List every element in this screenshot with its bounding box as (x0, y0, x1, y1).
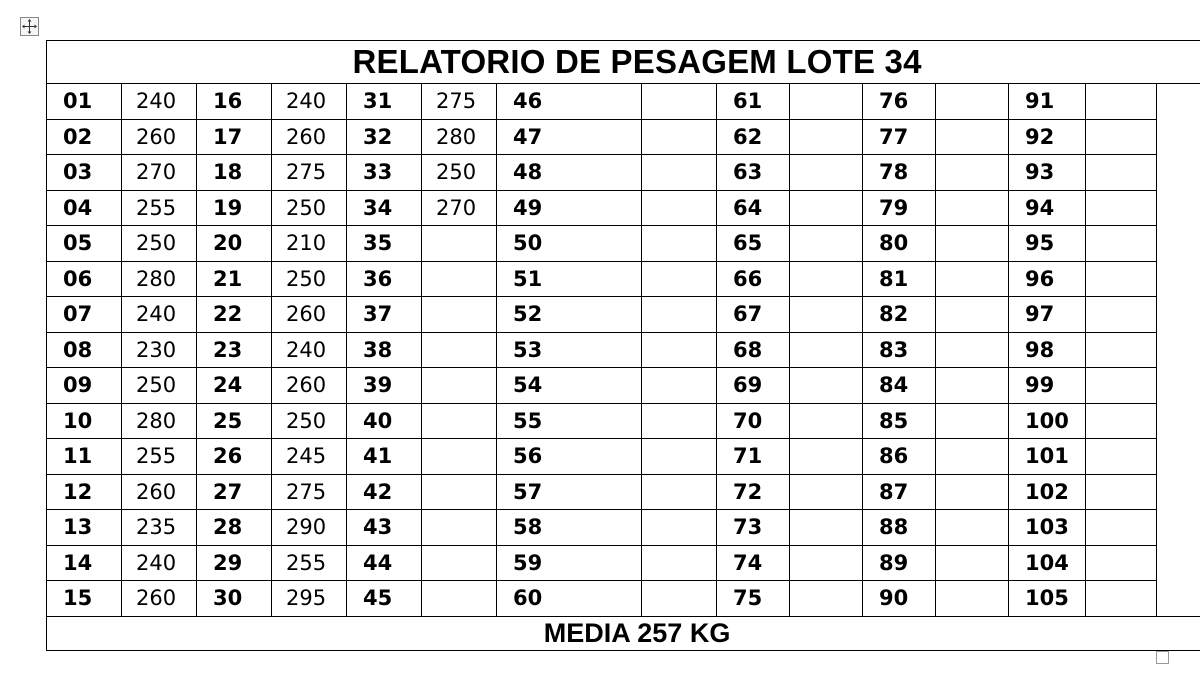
weight-cell[interactable] (642, 510, 717, 546)
weight-cell[interactable] (642, 403, 717, 439)
table-row (47, 439, 1200, 475)
lot-number-cell[interactable]: 64 (717, 190, 790, 226)
lot-number-cell[interactable]: 16 (197, 84, 272, 120)
table-row (47, 119, 1200, 155)
lot-number-cell[interactable]: 70 (717, 403, 790, 439)
weight-cell[interactable]: 250 (122, 368, 197, 404)
lot-number-cell[interactable]: 14 (47, 545, 122, 581)
weight-cell[interactable]: 275 (422, 84, 497, 120)
weight-cell[interactable] (642, 474, 717, 510)
weight-cell[interactable]: 260 (272, 368, 347, 404)
title-row (47, 41, 1200, 84)
lot-number-cell[interactable]: 24 (197, 368, 272, 404)
weight-cell[interactable]: 260 (122, 119, 197, 155)
weight-cell[interactable] (1086, 510, 1157, 546)
weight-cell[interactable] (790, 297, 863, 333)
weight-cell[interactable]: 260 (122, 474, 197, 510)
lot-number-cell[interactable]: 65 (717, 226, 790, 262)
lot-number-cell[interactable]: 100 (1009, 403, 1086, 439)
weight-cell[interactable] (1086, 332, 1157, 368)
lot-number-cell[interactable]: 98 (1009, 332, 1086, 368)
weight-cell[interactable]: 235 (122, 510, 197, 546)
lot-number-cell[interactable]: 05 (47, 226, 122, 262)
lot-number-cell[interactable]: 51 (497, 261, 642, 297)
lot-number-cell[interactable]: 101 (1009, 439, 1086, 475)
lot-number-cell[interactable]: 29 (197, 545, 272, 581)
weight-cell[interactable]: 250 (272, 261, 347, 297)
lot-number-cell[interactable]: 08 (47, 332, 122, 368)
weight-cell[interactable] (642, 581, 717, 617)
weight-cell[interactable]: 290 (272, 510, 347, 546)
weight-cell[interactable]: 280 (122, 261, 197, 297)
weight-cell[interactable]: 240 (122, 297, 197, 333)
weight-cell[interactable] (1086, 403, 1157, 439)
weight-cell[interactable] (1086, 581, 1157, 617)
lot-number-cell[interactable]: 18 (197, 155, 272, 191)
weight-cell[interactable] (936, 119, 1009, 155)
lot-number-cell[interactable]: 82 (863, 297, 936, 333)
weight-cell[interactable] (936, 403, 1009, 439)
lot-number-cell[interactable]: 72 (717, 474, 790, 510)
lot-number-cell[interactable]: 48 (497, 155, 642, 191)
weight-cell[interactable] (936, 297, 1009, 333)
weight-cell[interactable] (422, 368, 497, 404)
weight-cell[interactable]: 280 (422, 119, 497, 155)
weight-cell[interactable] (790, 190, 863, 226)
lot-number-cell[interactable]: 89 (863, 545, 936, 581)
lot-number-cell[interactable]: 93 (1009, 155, 1086, 191)
lot-number-cell[interactable]: 105 (1009, 581, 1086, 617)
weight-cell[interactable]: 245 (272, 439, 347, 475)
lot-number-cell[interactable]: 26 (197, 439, 272, 475)
lot-number-cell[interactable]: 27 (197, 474, 272, 510)
lot-number-cell[interactable]: 17 (197, 119, 272, 155)
weight-cell[interactable]: 250 (272, 190, 347, 226)
lot-number-cell[interactable]: 81 (863, 261, 936, 297)
lot-number-cell[interactable]: 59 (497, 545, 642, 581)
lot-number-cell[interactable]: 91 (1009, 84, 1086, 120)
lot-number-cell[interactable]: 66 (717, 261, 790, 297)
lot-number-cell[interactable]: 22 (197, 297, 272, 333)
weight-cell[interactable]: 210 (272, 226, 347, 262)
lot-number-cell[interactable]: 44 (347, 545, 422, 581)
average-weight-cell[interactable]: MEDIA 257 KG (47, 616, 1200, 650)
lot-number-cell[interactable]: 73 (717, 510, 790, 546)
lot-number-cell[interactable]: 32 (347, 119, 422, 155)
table-row (47, 403, 1200, 439)
table-row (47, 84, 1200, 120)
lot-number-cell[interactable]: 103 (1009, 510, 1086, 546)
lot-number-cell[interactable]: 69 (717, 368, 790, 404)
lot-number-cell[interactable]: 71 (717, 439, 790, 475)
weight-cell[interactable] (1086, 190, 1157, 226)
lot-number-cell[interactable]: 76 (863, 84, 936, 120)
lot-number-cell[interactable]: 90 (863, 581, 936, 617)
table-row (47, 545, 1200, 581)
weight-cell[interactable]: 270 (122, 155, 197, 191)
weight-cell[interactable]: 280 (122, 403, 197, 439)
weighing-report-table (46, 40, 1200, 651)
lot-number-cell[interactable]: 31 (347, 84, 422, 120)
weight-cell[interactable]: 260 (122, 581, 197, 617)
lot-number-cell[interactable]: 52 (497, 297, 642, 333)
weight-cell[interactable] (422, 510, 497, 546)
lot-number-cell[interactable]: 88 (863, 510, 936, 546)
lot-number-cell[interactable]: 38 (347, 332, 422, 368)
lot-number-cell[interactable]: 30 (197, 581, 272, 617)
weight-cell[interactable] (642, 155, 717, 191)
weight-cell[interactable] (642, 119, 717, 155)
weight-cell[interactable] (790, 439, 863, 475)
weight-cell[interactable] (642, 190, 717, 226)
weight-cell[interactable] (790, 332, 863, 368)
footer-row (47, 616, 1200, 650)
lot-number-cell[interactable]: 84 (863, 368, 936, 404)
weight-cell[interactable] (1086, 545, 1157, 581)
weight-cell[interactable] (790, 581, 863, 617)
weight-cell[interactable]: 230 (122, 332, 197, 368)
weight-cell[interactable]: 255 (122, 190, 197, 226)
weight-cell[interactable]: 275 (272, 474, 347, 510)
weight-cell[interactable]: 255 (272, 545, 347, 581)
lot-number-cell[interactable]: 36 (347, 261, 422, 297)
weight-cell[interactable] (422, 226, 497, 262)
weight-cell[interactable] (1086, 84, 1157, 120)
lot-number-cell[interactable]: 55 (497, 403, 642, 439)
table-row (47, 261, 1200, 297)
weight-cell[interactable] (1086, 119, 1157, 155)
table-row (47, 581, 1200, 617)
lot-number-cell[interactable]: 74 (717, 545, 790, 581)
lot-number-cell[interactable]: 45 (347, 581, 422, 617)
weight-cell[interactable] (1086, 155, 1157, 191)
lot-number-cell[interactable]: 99 (1009, 368, 1086, 404)
weight-cell[interactable]: 240 (122, 84, 197, 120)
weight-cell[interactable] (790, 545, 863, 581)
table-row (47, 368, 1200, 404)
lot-number-cell[interactable]: 68 (717, 332, 790, 368)
weight-cell[interactable] (422, 261, 497, 297)
weight-cell[interactable] (936, 545, 1009, 581)
lot-number-cell[interactable]: 15 (47, 581, 122, 617)
lot-number-cell[interactable]: 11 (47, 439, 122, 475)
lot-number-cell[interactable]: 77 (863, 119, 936, 155)
weight-cell[interactable] (936, 155, 1009, 191)
table-row (47, 297, 1200, 333)
lot-number-cell[interactable]: 54 (497, 368, 642, 404)
weight-cell[interactable] (936, 368, 1009, 404)
weight-cell[interactable] (936, 261, 1009, 297)
weight-cell[interactable] (790, 261, 863, 297)
lot-number-cell[interactable]: 40 (347, 403, 422, 439)
weight-cell[interactable] (422, 439, 497, 475)
lot-number-cell[interactable]: 12 (47, 474, 122, 510)
lot-number-cell[interactable]: 86 (863, 439, 936, 475)
lot-number-cell[interactable]: 85 (863, 403, 936, 439)
lot-number-cell[interactable]: 94 (1009, 190, 1086, 226)
weight-cell[interactable] (422, 581, 497, 617)
weight-cell[interactable] (642, 261, 717, 297)
weight-cell[interactable] (790, 119, 863, 155)
lot-number-cell[interactable]: 97 (1009, 297, 1086, 333)
weight-cell[interactable] (642, 332, 717, 368)
lot-number-cell[interactable]: 06 (47, 261, 122, 297)
weight-cell[interactable]: 260 (272, 297, 347, 333)
weight-cell[interactable] (936, 226, 1009, 262)
lot-number-cell[interactable]: 96 (1009, 261, 1086, 297)
lot-number-cell[interactable]: 41 (347, 439, 422, 475)
weight-cell[interactable] (642, 84, 717, 120)
lot-number-cell[interactable]: 04 (47, 190, 122, 226)
table-row (47, 474, 1200, 510)
lot-number-cell[interactable]: 104 (1009, 545, 1086, 581)
lot-number-cell[interactable]: 25 (197, 403, 272, 439)
weight-cell[interactable] (790, 155, 863, 191)
weight-cell[interactable] (936, 84, 1009, 120)
lot-number-cell[interactable]: 79 (863, 190, 936, 226)
lot-number-cell[interactable]: 92 (1009, 119, 1086, 155)
weight-cell[interactable] (642, 297, 717, 333)
weight-cell[interactable] (790, 368, 863, 404)
weight-cell[interactable]: 240 (122, 545, 197, 581)
weight-cell[interactable] (936, 439, 1009, 475)
weight-cell[interactable] (422, 545, 497, 581)
lot-number-cell[interactable]: 01 (47, 84, 122, 120)
lot-number-cell[interactable]: 42 (347, 474, 422, 510)
weight-cell[interactable] (936, 474, 1009, 510)
lot-number-cell[interactable]: 61 (717, 84, 790, 120)
lot-number-cell[interactable]: 47 (497, 119, 642, 155)
lot-number-cell[interactable]: 35 (347, 226, 422, 262)
weight-cell[interactable] (790, 226, 863, 262)
lot-number-cell[interactable]: 07 (47, 297, 122, 333)
lot-number-cell[interactable]: 62 (717, 119, 790, 155)
weight-cell[interactable] (790, 474, 863, 510)
weight-cell[interactable] (936, 581, 1009, 617)
table-row (47, 510, 1200, 546)
lot-number-cell[interactable]: 49 (497, 190, 642, 226)
weight-cell[interactable] (1086, 439, 1157, 475)
lot-number-cell[interactable]: 34 (347, 190, 422, 226)
weight-cell[interactable] (1086, 368, 1157, 404)
lot-number-cell[interactable]: 33 (347, 155, 422, 191)
weight-cell[interactable] (1086, 297, 1157, 333)
weight-cell[interactable] (1086, 474, 1157, 510)
weight-cell[interactable]: 255 (122, 439, 197, 475)
lot-number-cell[interactable]: 46 (497, 84, 642, 120)
lot-number-cell[interactable]: 60 (497, 581, 642, 617)
lot-number-cell[interactable]: 02 (47, 119, 122, 155)
weight-cell[interactable] (790, 403, 863, 439)
lot-number-cell[interactable]: 50 (497, 226, 642, 262)
lot-number-cell[interactable]: 10 (47, 403, 122, 439)
lot-number-cell[interactable]: 78 (863, 155, 936, 191)
lot-number-cell[interactable]: 67 (717, 297, 790, 333)
lot-number-cell[interactable]: 23 (197, 332, 272, 368)
lot-number-cell[interactable]: 39 (347, 368, 422, 404)
lot-number-cell[interactable]: 09 (47, 368, 122, 404)
weight-cell[interactable]: 260 (272, 119, 347, 155)
lot-number-cell[interactable]: 57 (497, 474, 642, 510)
weight-cell[interactable] (422, 297, 497, 333)
lot-number-cell[interactable]: 37 (347, 297, 422, 333)
weight-cell[interactable]: 250 (122, 226, 197, 262)
weight-cell[interactable] (422, 474, 497, 510)
lot-number-cell[interactable]: 56 (497, 439, 642, 475)
weight-cell[interactable] (642, 545, 717, 581)
weight-cell[interactable] (422, 403, 497, 439)
weight-cell[interactable] (1086, 226, 1157, 262)
lot-number-cell[interactable]: 53 (497, 332, 642, 368)
lot-number-cell[interactable]: 43 (347, 510, 422, 546)
weight-cell[interactable] (642, 368, 717, 404)
lot-number-cell[interactable]: 58 (497, 510, 642, 546)
lot-number-cell[interactable]: 63 (717, 155, 790, 191)
weight-cell[interactable] (642, 439, 717, 475)
weight-cell[interactable]: 240 (272, 332, 347, 368)
table-move-handle[interactable] (20, 17, 39, 36)
weight-cell[interactable] (936, 190, 1009, 226)
weight-cell[interactable]: 270 (422, 190, 497, 226)
table-row (47, 190, 1200, 226)
lot-number-cell[interactable]: 95 (1009, 226, 1086, 262)
move-icon (21, 18, 38, 35)
lot-number-cell[interactable]: 19 (197, 190, 272, 226)
table-resize-handle[interactable] (1156, 651, 1169, 664)
table-row (47, 226, 1200, 262)
lot-number-cell[interactable]: 80 (863, 226, 936, 262)
lot-number-cell[interactable]: 03 (47, 155, 122, 191)
lot-number-cell[interactable]: 28 (197, 510, 272, 546)
weight-cell[interactable] (642, 226, 717, 262)
lot-number-cell[interactable]: 20 (197, 226, 272, 262)
weight-cell[interactable]: 295 (272, 581, 347, 617)
weight-cell[interactable] (1086, 261, 1157, 297)
report-title[interactable]: RELATORIO DE PESAGEM LOTE 34 (47, 41, 1200, 84)
table-row (47, 155, 1200, 191)
weight-cell[interactable]: 275 (272, 155, 347, 191)
table-row (47, 332, 1200, 368)
weight-cell[interactable] (936, 332, 1009, 368)
lot-number-cell[interactable]: 83 (863, 332, 936, 368)
lot-number-cell[interactable]: 13 (47, 510, 122, 546)
weight-cell[interactable] (422, 332, 497, 368)
weight-cell[interactable] (790, 510, 863, 546)
lot-number-cell[interactable]: 102 (1009, 474, 1086, 510)
weight-cell[interactable]: 250 (422, 155, 497, 191)
weight-cell[interactable] (936, 510, 1009, 546)
lot-number-cell[interactable]: 87 (863, 474, 936, 510)
lot-number-cell[interactable]: 75 (717, 581, 790, 617)
weight-cell[interactable] (790, 84, 863, 120)
weight-cell[interactable]: 240 (272, 84, 347, 120)
lot-number-cell[interactable]: 21 (197, 261, 272, 297)
weight-cell[interactable]: 250 (272, 403, 347, 439)
